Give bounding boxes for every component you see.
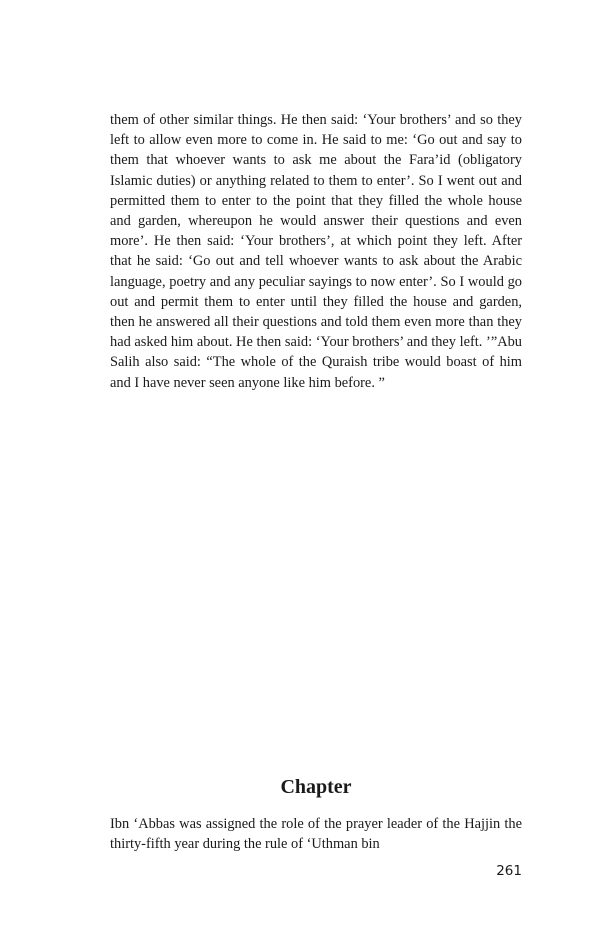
page-number: 261 [496,863,522,879]
body-paragraph: them of other similar things. He then said: ‘Your brothers’ and so they left to allow even more to come in. He said to me: ‘Go out and say to them that whoever wants to ask me about the Fara’id (obligatory Islamic duties) or anything related to them to enter’. So I went out and permitted them to enter to the point that they filled the whole house and garden, whereupon he would answer their questions and even more’. He then said: ‘Your brothers’, at which point they left. After that he said: ‘Go out and tell whoever wants to ask about the Arabic language, poetry and any peculiar sayings to now enter’. So I would go out and permit them to enter until they filled the house and garden, then he answered all their questions and told them even more than they had asked him about. He then said: ‘Your brothers’ and they left. ’”Abu Salih also said: “The whole of the Quraish tribe would boast of him and I have never seen anyone like him before. ” [110,112,522,391]
chapter-heading: Chapter [280,776,352,798]
chapter-paragraph: Ibn ‘Abbas was assigned the role of the prayer leader of the Hajjin the thirty-fifth year during the rule of ‘Uthman bin [110,816,522,853]
